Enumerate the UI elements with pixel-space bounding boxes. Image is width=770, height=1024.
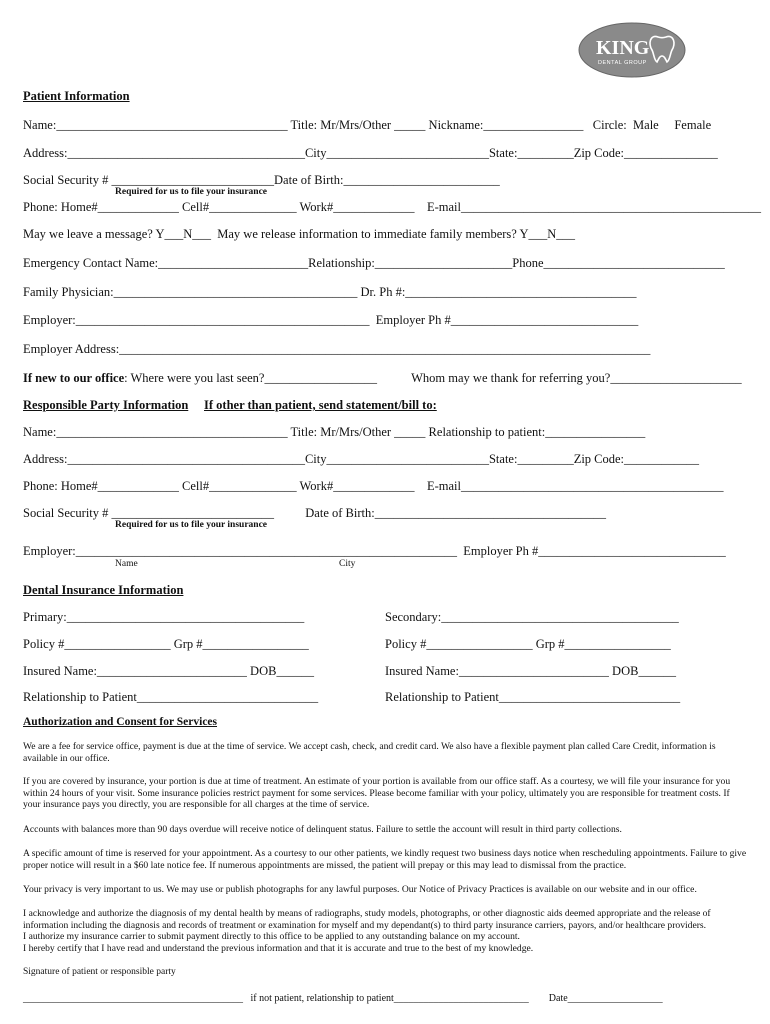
patient-name-row[interactable]: Name:_____________________________________ Title: Mr/Mrs/Other _____ Nickname:________________ Circle: Male Female (23, 118, 712, 132)
consent-payment-paragraph: We are a fee for service office, payment is due at the time of service. We accept cash, check, and credit card. We also have a flexible payment plan called Care Credit, information is available in our office. (23, 741, 716, 764)
responsible-ssn-note: Required for us to file your insurance (115, 520, 268, 530)
secondary-policy[interactable]: Policy #_________________ Grp #_________________ (385, 637, 671, 651)
primary-policy[interactable]: Policy #_________________ Grp #_________________ (23, 637, 309, 651)
employer-address-row[interactable]: Employer Address:_____________________________________________________________________________________ (23, 342, 651, 356)
consent-insurance-paragraph: If you are covered by insurance, your portion is due at time of treatment. An estimate of your portion is available from our office staff. As a courtesy, we will file your insurance for you within 24 hours of your visit. Some insurance policies restrict payment for some services. Please become familiar with your policy, ultimately you are responsible for treatment costs. If your insurance pays you directly, you are responsible for all charges at the time of service. (23, 776, 731, 810)
consent-privacy-paragraph: Your privacy is very important to us. We may use or publish photographs for any lawful purposes. Our Notice of Privacy Practices is available on our website and in our office. (23, 884, 697, 895)
secondary-insurance[interactable]: Secondary:______________________________________ (385, 610, 679, 624)
responsible-phone-row[interactable]: Phone: Home#_____________ Cell#______________ Work#_____________ E-mail__________________________________________ (23, 479, 724, 493)
logo-text: KING (596, 37, 650, 59)
dental-insurance-heading: Dental Insurance Information (23, 583, 184, 597)
acknowledge-text: I acknowledge and authorize the diagnosis of my dental health by means of radiographs, study models, photographs, or other diagnostic aids deemed appropriate and the release of information including the diagnosis and records of treatment or examination for myself and my dependant(s) to third party insurance carriers, payors, and/or healthcare providers. (23, 908, 711, 931)
consent-overdue-paragraph: Accounts with balances more than 90 days overdue will receive notice of delinquent status. Failure to settle the account will result in third party collections. (23, 824, 622, 835)
emergency-contact-row[interactable]: Emergency Contact Name:________________________Relationship:______________________Phone_____________________________ (23, 256, 725, 270)
responsible-employer-row[interactable]: Employer:_____________________________________________________________ Employer Ph #______________________________ (23, 544, 726, 558)
authorize-text: I authorize my insurance carrier to submit payment directly to this office to be applied to any outstanding balance on my account. (23, 931, 520, 942)
responsible-address-row[interactable]: Address:______________________________________City__________________________State:_________Zip Code:____________ (23, 452, 700, 466)
primary-relationship[interactable]: Relationship to Patient_____________________________ (23, 690, 319, 704)
new-to-office-fields[interactable]: : Where were you last seen?__________________ Whom may we thank for referring you?_____________________ (124, 371, 742, 385)
patient-phone-row[interactable]: Phone: Home#_____________ Cell#______________ Work#_____________ E-mail________________________________________________ (23, 200, 761, 214)
patient-message-row[interactable]: May we leave a message? Y___N___ May we release information to immediate family members? Y___N___ (23, 227, 576, 241)
signature-line[interactable]: ____________________________________________ if not patient, relationship to patient___________________________ Date___________________ (23, 993, 663, 1004)
new-to-office-label: If new to our office (23, 371, 125, 385)
responsible-party-heading: Responsible Party Information (23, 398, 189, 412)
responsible-name-row[interactable]: Name:_____________________________________ Title: Mr/Mrs/Other _____ Relationship to patient:________________ (23, 425, 646, 439)
family-physician-row[interactable]: Family Physician:_______________________________________ Dr. Ph #:_____________________________________ (23, 285, 637, 299)
secondary-insured-name[interactable]: Insured Name:________________________ DOB______ (385, 664, 676, 678)
authorization-heading: Authorization and Consent for Services (23, 716, 218, 728)
responsible-party-subheading: If other than patient, send statement/bill to: (204, 398, 437, 412)
consent-acknowledge-paragraph (23, 908, 748, 954)
patient-address-row[interactable]: Address:______________________________________City__________________________State:_________Zip Code:_______________ (23, 146, 718, 160)
certify-text: I hereby certify that I have read and understand the previous information and that it is accurate and true to the best of my knowledge. (23, 942, 534, 954)
patient-ssn-note: Required for us to file your insurance (115, 187, 268, 197)
king-dental-logo (578, 22, 686, 78)
primary-insurance[interactable]: Primary:______________________________________ (23, 610, 305, 624)
primary-insured-name[interactable]: Insured Name:________________________ DOB______ (23, 664, 314, 678)
new-to-office-row[interactable] (23, 371, 742, 386)
signature-label: Signature of patient or responsible party (23, 967, 176, 977)
employer-row[interactable]: Employer:_______________________________________________ Employer Ph #______________________________ (23, 313, 639, 327)
patient-ssn-row[interactable]: Social Security # __________________________Date of Birth:_________________________ (23, 173, 500, 187)
employer-city-note: City (339, 559, 356, 569)
responsible-ssn-row[interactable]: Social Security # __________________________ Date of Birth:_____________________________________ (23, 506, 606, 520)
logo-subtext: DENTAL GROUP (598, 60, 647, 66)
secondary-relationship[interactable]: Relationship to Patient_____________________________ (385, 690, 681, 704)
consent-appointment-paragraph: A specific amount of time is reserved for your appointment. As a courtesy to our other patients, we kindly request two business days notice when rescheduling appointments. Failure to give proper notice will result in a $60 late notice fee. If numerous appointments are missed, the patient will prepay or this may lead to dismissal from the practice. (23, 848, 747, 871)
employer-name-note: Name (115, 559, 138, 569)
patient-info-heading: Patient Information (23, 89, 130, 103)
